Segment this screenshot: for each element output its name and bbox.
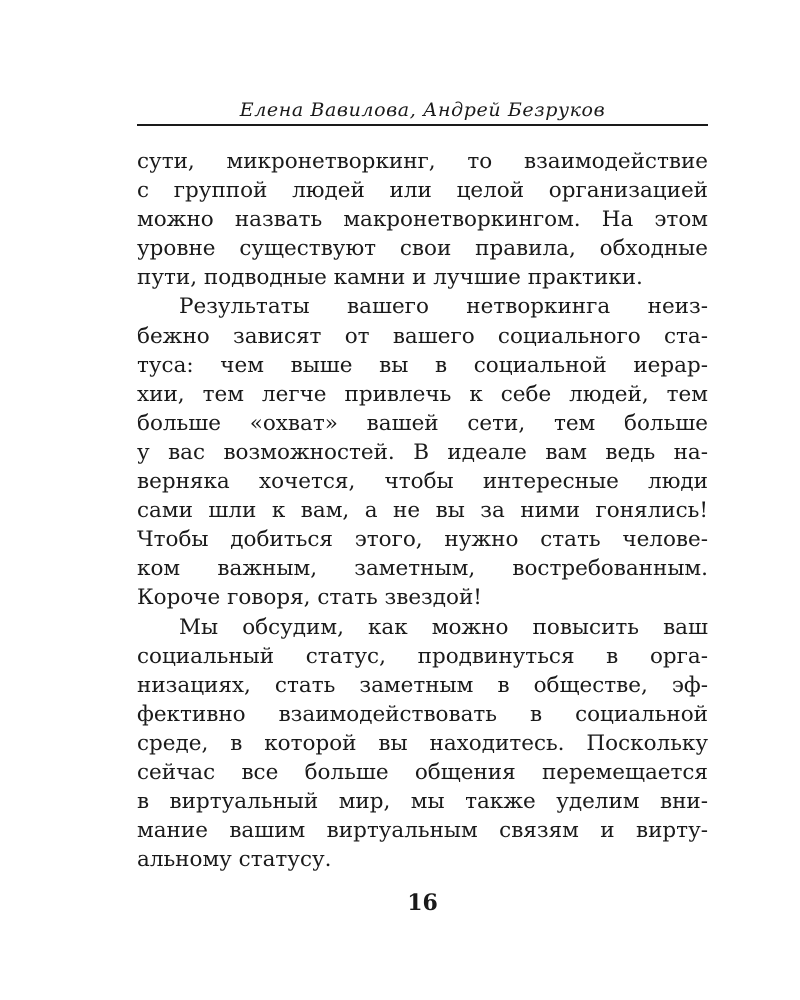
text-line: верняка хочется, чтобы интересные люди (137, 469, 708, 495)
text-line: хии, тем легче привлечь к себе людей, тем (137, 381, 708, 407)
text-line: сути, микронетворкинг, то взаимодействие (137, 149, 708, 174)
text-line: в виртуальный мир, мы также уделим вни- (137, 789, 708, 815)
text-line: фективно взаимодействовать в социальной (137, 701, 708, 727)
text-line: туса: чем выше вы в социальной иерар- (137, 352, 708, 378)
page-number: 16 (407, 890, 438, 916)
text-line: больше «охват» вашей сети, тем больше (137, 410, 708, 436)
text-line: низациях, стать заметным в обществе, эф- (137, 672, 708, 698)
text-line: социальный статус, продвинуться в орга- (137, 643, 708, 669)
text-line: альному статусу. (137, 847, 332, 873)
text-line: Короче говоря, стать звездой! (137, 585, 482, 611)
header-rule (137, 124, 708, 126)
paragraph-first-line: Результаты вашего нетворкинга неиз- (179, 294, 708, 320)
paragraph-first-line: Мы обсудим, как можно повысить ваш (179, 614, 708, 640)
text-line: среде, в которой вы находитесь. Поскольку (137, 730, 708, 756)
text-line: с группой людей или целой организацией (137, 178, 708, 204)
text-line: Чтобы добиться этого, нужно стать челове- (137, 527, 708, 553)
text-line: у вас возможностей. В идеале вам ведь на- (137, 439, 708, 465)
text-line: бежно зависят от вашего социального ста- (137, 323, 708, 349)
running-header: Елена Вавилова, Андрей Безруков (239, 99, 606, 121)
text-line: пути, подводные камни и лучшие практики. (137, 265, 643, 291)
text-line: можно назвать макронетворкингом. На этом (137, 207, 708, 233)
text-line: сами шли к вам, а не вы за ними гонялись! (137, 498, 708, 524)
text-line: мание вашим виртуальным связям и вирту- (137, 818, 708, 844)
text-line: ком важным, заметным, востребованным. (137, 556, 708, 582)
text-line: уровне существуют свои правила, обходные (137, 236, 708, 262)
text-line: сейчас все больше общения перемещается (137, 759, 708, 785)
body-text (137, 147, 708, 874)
